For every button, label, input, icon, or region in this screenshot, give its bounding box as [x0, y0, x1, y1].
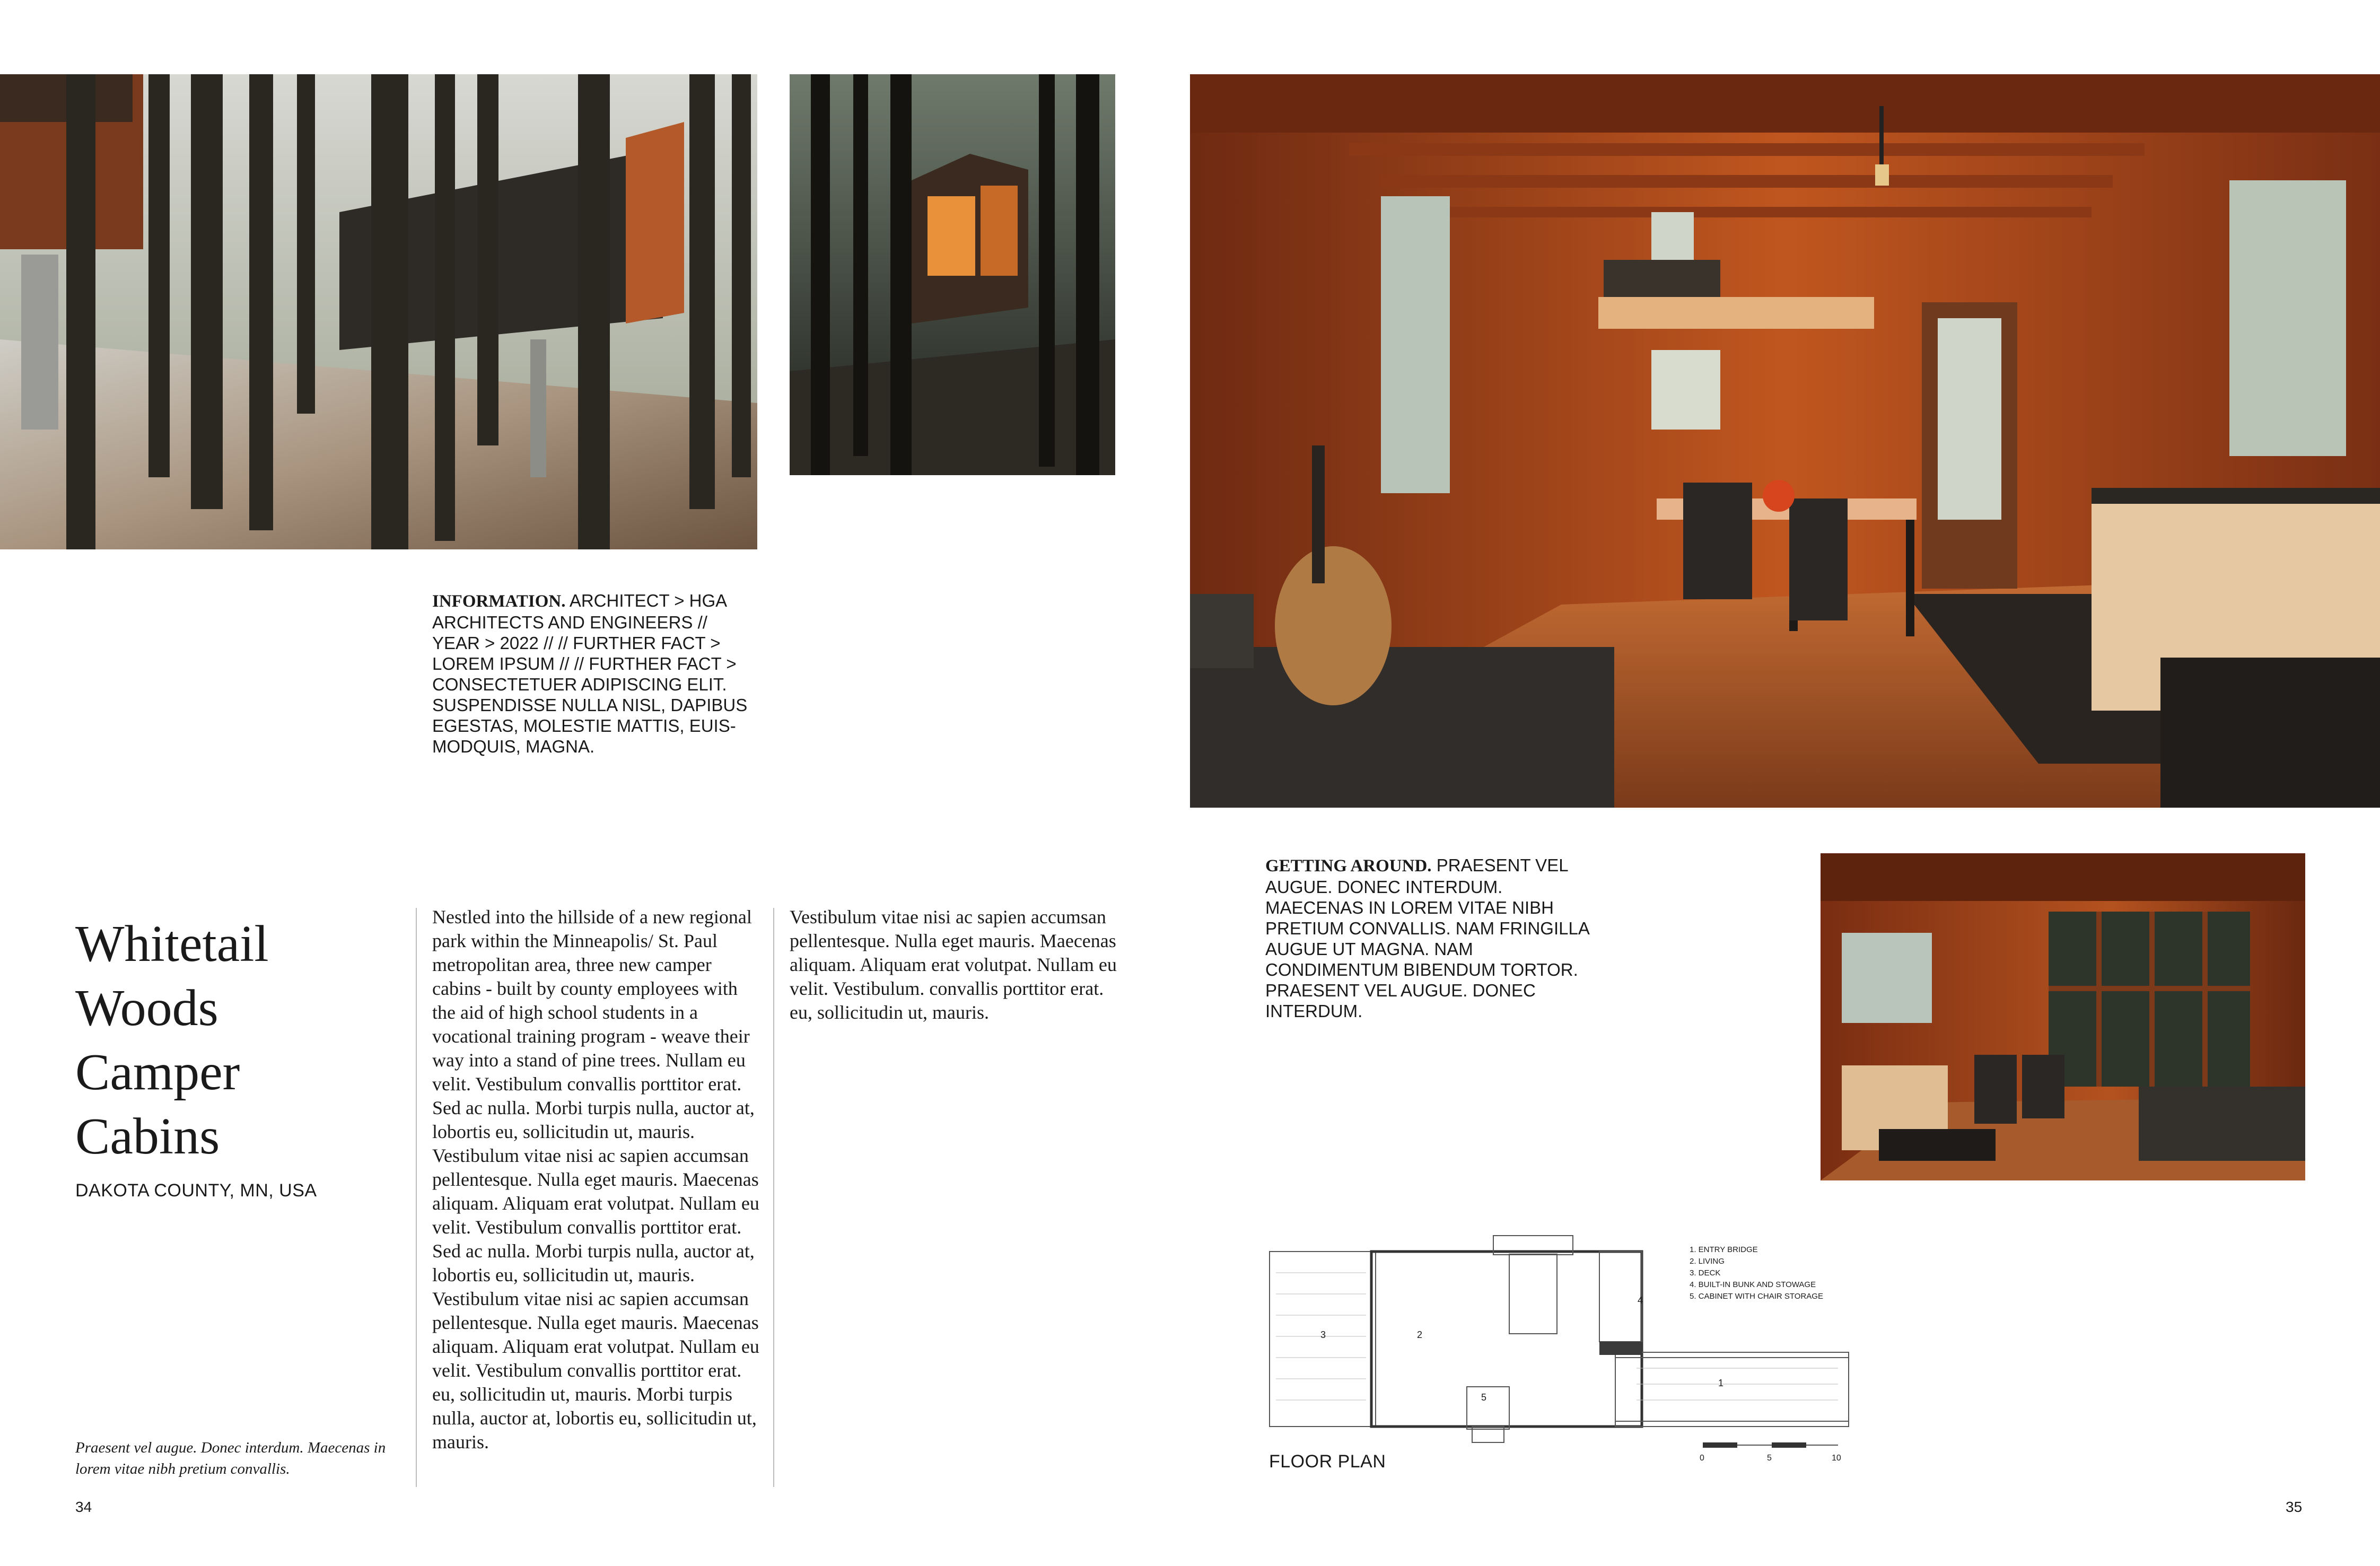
scale-label: 10: [1832, 1454, 1841, 1463]
legend-item: 5. CABINET WITH CHAIR STORAGE: [1690, 1292, 1823, 1301]
title-line: Camper: [75, 1044, 240, 1101]
room-number-4: 4: [1638, 1295, 1643, 1306]
getting-around-text: PRAESENT VEL AUGUE. DONEC INTERDUM. MAECENAS IN LOREM VITAE NIBH PRETIUM CONVALLIS. NAM FRINGILLA AUGUE UT MAGNA. NAM CONDIMENTUM BIBENDUM TORTOR. PRAESENT VEL AUGUE. DONEC INTERDUM.: [1265, 855, 1589, 1021]
body-paragraph: Nestled into the hillside of a new regional park within the Minneapolis/ St. Paul metropolitan area, three new camper cabins - built by county employees with the aid of high school students in a vocational training program - weave their way into a stand of pine trees. Nullam eu velit. Vestibulum convallis porttitor erat. Sed ac nulla. Morbi turpis nulla, auctor at, lobortis eu, sollicitudin ut, mauris. Vestibulum vitae nisi ac sapien accumsan pellentesque. Nulla eget mauris. Maecenas aliquam. Aliquam erat volutpat. Nullam eu velit. Vestibulum convallis porttitor erat. Sed ac nulla. Morbi turpis nulla, auctor at, lobortis eu, sollicitudin ut, mauris.: [432, 906, 759, 1285]
body-column-2: [790, 905, 1117, 1025]
cabin-interior-photo: [1190, 74, 2380, 808]
scale-label: 0: [1700, 1454, 1704, 1463]
room-number-1: 1: [1718, 1378, 1724, 1388]
body-paragraph: Vestibulum vitae nisi ac sapien accumsan pellentesque. Nulla eget mauris. Maecenas aliquam. Aliquam erat volutpat. Nullam eu velit. Vestibulum. convallis porttitor erat. eu, sollicitudin ut, mauris.: [790, 906, 1117, 1023]
legend-item: 2. LIVING: [1690, 1257, 1725, 1266]
column-rule: [773, 908, 774, 1487]
information-text: ARCHITECT > HGA ARCHITECTS AND ENGINEERS // YEAR > 2022 // // FURTHER FACT > LOREM IPSUM // // FURTHER FACT > CONSECTETUER ADIPISCING ELIT. SUSPENDISSE NULLA NISL, DAPIBUS EGESTAS, MOLESTIE MATTIS, EUIS-MODQUIS, MAGNA.: [432, 591, 748, 756]
living-room-photo: [1821, 853, 2305, 1180]
photo-caption: Praesent vel augue. Donec interdum. Maecenas in lorem vitae nibh pretium convallis.: [75, 1439, 386, 1477]
getting-around-box: [1265, 855, 1605, 1021]
title-line: Cabins: [75, 1108, 220, 1165]
legend-item: 3. DECK: [1690, 1268, 1721, 1278]
getting-around-label: GETTING AROUND.: [1265, 856, 1432, 876]
floor-plan-label: FLOOR PLAN: [1269, 1451, 1386, 1472]
body-paragraph: Vestibulum vitae nisi ac sapien accumsan pellentesque. Nulla eget mauris. Maecenas aliquam. Aliquam erat volutpat. Nullam eu velit. Vestibulum convallis porttitor erat. eu, sollicitudin ut, mauris. Morbi turpis nulla, auctor at, lobortis eu, sollicitudin ut, mauris.: [432, 1288, 759, 1453]
floor-plan-legend: [1690, 1244, 1823, 1302]
room-number-3: 3: [1320, 1329, 1326, 1340]
body-column-1: [432, 905, 760, 1454]
title-line: Whitetail: [75, 915, 269, 973]
title-line: Woods: [75, 979, 218, 1037]
room-number-2: 2: [1417, 1329, 1423, 1340]
information-label: INFORMATION.: [432, 592, 566, 611]
article-title: [75, 912, 351, 1169]
page-number-right: 35: [2286, 1499, 2303, 1515]
column-rule: [416, 908, 417, 1487]
room-number-5: 5: [1481, 1392, 1487, 1403]
scale-label: 5: [1767, 1454, 1772, 1463]
cabin-at-dusk-photo: [790, 74, 1115, 475]
page-number-left: 34: [75, 1499, 92, 1515]
legend-item: 1. ENTRY BRIDGE: [1690, 1245, 1758, 1254]
legend-item: 4. BUILT-IN BUNK AND STOWAGE: [1690, 1280, 1816, 1289]
forest-cabin-photo: [0, 74, 757, 549]
location-subtitle: DAKOTA COUNTY, MN, USA: [75, 1180, 317, 1201]
information-box: [432, 590, 750, 757]
